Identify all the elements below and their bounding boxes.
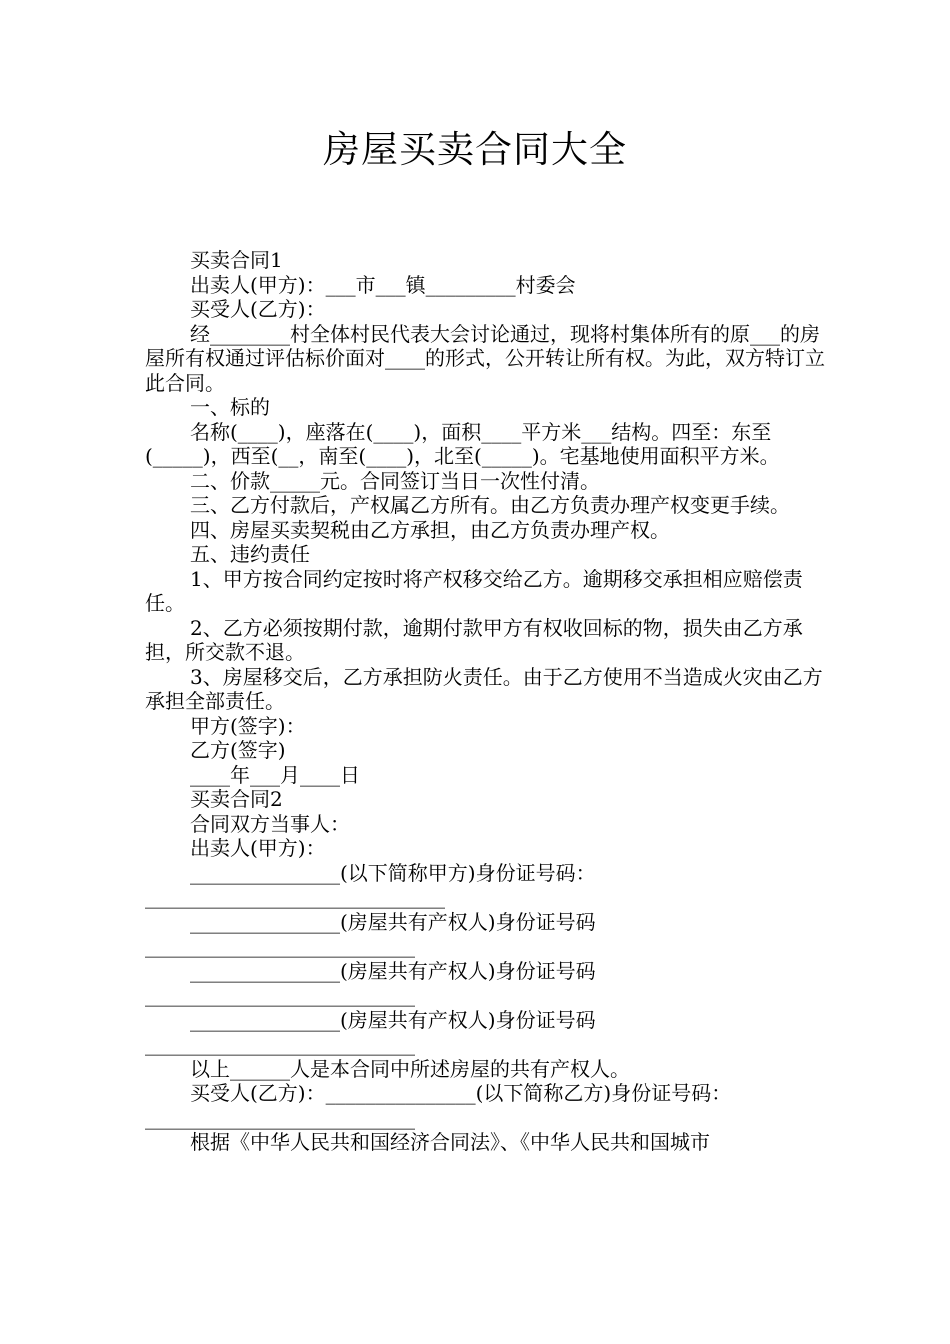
paragraph: 2、乙方必须按期付款，逾期付款甲方有权收回标的物，损失由乙方承担，所交款不退。: [145, 615, 803, 664]
paragraph: 以上______人是本合同中所述房屋的共有产权人。: [190, 1056, 630, 1081]
paragraph: 五、违约责任: [190, 542, 310, 566]
paragraph: 甲方(签字)：: [190, 713, 306, 738]
paragraph: _______________(房屋共有产权人)身份证号码___________________________: [145, 958, 596, 1007]
paragraph: 出卖人(甲方)：___市___镇_________村委会: [190, 272, 576, 297]
paragraph: _______________(以下简称甲方)身份证号码：______________________________: [145, 860, 596, 909]
paragraph: 四、房屋买卖契税由乙方承担，由乙方负责办理产权。: [190, 517, 670, 542]
paragraph: 出卖人(甲方)：: [190, 836, 326, 860]
paragraph: _______________(房屋共有产权人)身份证号码___________________________: [145, 909, 596, 958]
paragraph: ___________________________: [145, 1105, 415, 1130]
paragraph: 一、标的: [190, 395, 270, 419]
paragraph: 买受人(乙方)：_______________(以下简称乙方)身份证号码：: [190, 1081, 732, 1105]
paragraph: 二、价款_____元。合同签订当日一次性付清。: [190, 468, 600, 493]
document-title: 房屋买卖合同大全: [323, 128, 627, 171]
paragraph: 乙方(签字): [190, 738, 286, 762]
paragraph: 买卖合同2: [190, 787, 283, 811]
paragraph: 经________村全体村民代表大会讨论通过，现将村集体所有的原___的房屋所有权通过评估标价面对____的形式，公开转让所有权。为此，双方特订立此合同。: [145, 321, 825, 395]
paragraph: 3、房屋移交后，乙方承担防火责任。由于乙方使用不当造成火灾由乙方承担全部责任。: [145, 664, 823, 713]
paragraph: 买受人(乙方)：: [190, 297, 326, 321]
paragraph: 根据《中华人民共和国经济合同法》、《中华人民共和国城市: [190, 1130, 710, 1154]
paragraph: 三、乙方付款后，产权属乙方所有。由乙方负责办理产权变更手续。: [190, 493, 790, 517]
paragraph: ____年___月____日: [190, 762, 360, 787]
paragraph: 合同双方当事人：: [190, 811, 350, 836]
document-body: [145, 248, 825, 1155]
paragraph: 名称(____)，座落在(____)，面积____平方米___结构。四至：东至(_____)，西至(__，南至(____)，北至(_____)。宅基地使用面积平方米。: [145, 419, 780, 468]
paragraph: 1、甲方按合同约定按时将产权移交给乙方。逾期移交承担相应赔偿责任。: [145, 566, 803, 615]
paragraph: _______________(房屋共有产权人)身份证号码___________________________: [145, 1007, 596, 1056]
paragraph: 买卖合同1: [190, 248, 283, 272]
